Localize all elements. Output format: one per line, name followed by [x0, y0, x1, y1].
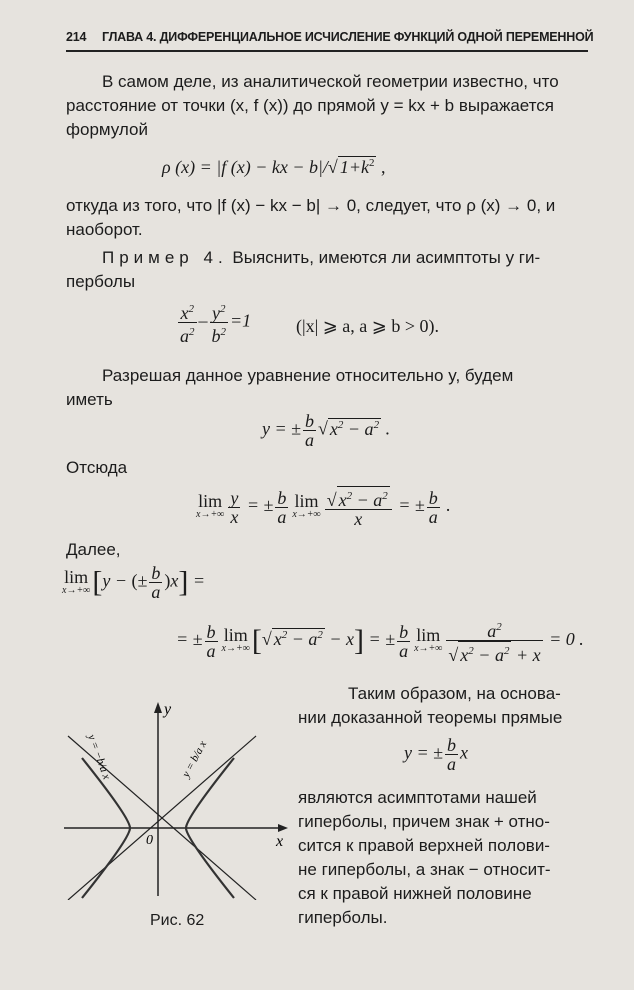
running-header — [66, 28, 594, 52]
hyperbola-condition: (|x| ⩾ a, a ⩾ b > 0). — [296, 316, 439, 336]
paragraph-line: не гиперболы, а знак − относит- — [298, 860, 551, 879]
lim-result-formula: = ± $\frac{b}{a}$ lim x→+∞ [√ $x^2 - a^2 - x$] = ± $\frac{b}{a}$ lim x→+∞ $\frac{a^2}{√ x^2 - a^2 + x}$ = 0 . — [176, 618, 584, 664]
eq-one: =1 — [230, 310, 252, 331]
x-axis-arrow-icon — [278, 824, 288, 832]
y-eq: y = ± — [262, 418, 302, 439]
y-solution-formula: y = ± $\frac{b}{a}$ √ $x^2 - a^2$ . — [262, 411, 391, 450]
hyperbola-figure — [60, 700, 292, 900]
rho-formula: ρ (x) = |f (x) − kx − b|/√ $1+k^2$ , — [162, 157, 386, 177]
paragraph-line: ся к правой нижней половине — [298, 884, 532, 903]
chapter-title: ГЛАВА 4. ДИФФЕРЕНЦИАЛЬНОЕ ИСЧИСЛЕНИЕ ФУНКЦИЙ ОДНОЙ ПЕРЕМЕННОЙ — [102, 30, 594, 44]
paragraph-line: Таким образом, на основа- — [348, 684, 561, 703]
paragraph-line: нии доказанной теоремы прямые — [298, 708, 563, 727]
lim-difference-formula: lim x→+∞ [y − (± $\frac{b}{a}$ )x] = — [62, 563, 206, 602]
lim-yx-formula: lim x→+∞ $\frac{y}{x}$ = ± $\frac{b}{a}$ lim x→+∞ $\frac{√ x^2 - a^2}{x}$ = ± $\frac{b}{a}$ . — [196, 487, 451, 529]
asymptote-formula-lhs: y = ± — [404, 742, 444, 763]
page-number: 214 — [66, 30, 87, 44]
y-axis-label: y — [164, 701, 172, 718]
paragraph-line: откуда из того, что |f (x) − kx − b| → 0, следует, что ρ (x) → 0, и — [66, 196, 556, 215]
paragraph-line: наоборот. — [66, 220, 143, 239]
paragraph-line: гиперболы. — [298, 908, 388, 927]
paragraph-line: являются асимптотами нашей — [298, 788, 537, 807]
origin-label: 0 — [146, 833, 153, 848]
paragraph-line: Далее, — [66, 540, 121, 559]
example-label: Пример 4. — [102, 248, 228, 267]
paragraph-line: сится к правой верхней полови- — [298, 836, 550, 855]
paragraph-line: перболы — [66, 272, 136, 291]
rho-formula-lhs: ρ (x) = |f (x) − kx − b|/ — [162, 157, 328, 177]
paragraph-line: Отсюда — [66, 458, 128, 477]
asymptote-negative-label: y = −b/a x — [85, 732, 113, 782]
hyperbola-equation: $\frac{x^2}{a^2}$ – $\frac{y^2}{b^2}$ =1 — [176, 300, 251, 345]
asymptote-formula: y = ± $\frac{b}{a}$ x — [404, 735, 469, 774]
rho-sqrt: 1+k — [339, 157, 369, 177]
paragraph-line: расстояние от точки (x, f (x)) до прямой y = kx + b выражается — [66, 96, 555, 115]
paragraph-line: формулой — [66, 120, 148, 139]
asymptote-positive-label: y = b/a x — [180, 738, 210, 780]
paragraph-line: В самом деле, из аналитической геометрии известно, что — [102, 72, 559, 91]
y-axis-arrow-icon — [154, 702, 162, 713]
figure-caption: Рис. 62 — [150, 912, 205, 929]
paragraph-line: Разрешая данное уравнение относительно y, будем — [102, 366, 514, 385]
example-text: Выяснить, имеются ли асимптоты у ги- — [232, 248, 541, 267]
paragraph-line: иметь — [66, 390, 113, 409]
x-axis-label: x — [276, 833, 284, 850]
example-line — [102, 246, 540, 270]
paragraph-line: гиперболы, причем знак + отно- — [298, 812, 550, 831]
